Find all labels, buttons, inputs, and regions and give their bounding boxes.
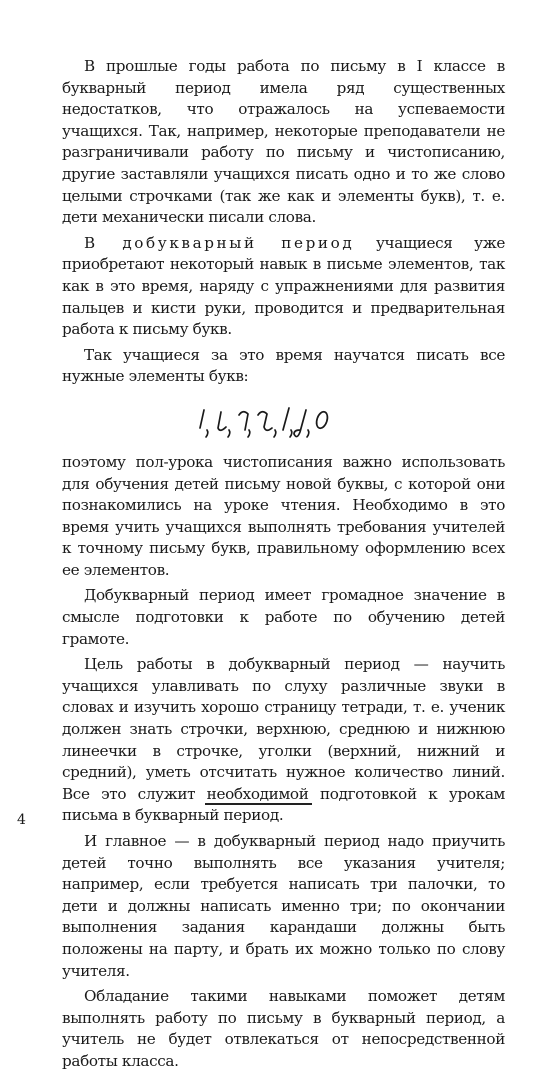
- paragraph-7: И главное — в добукварный период надо приучить детей точно выполнять все указания учителя; например, если требуется написать три палочки, то дети и должны написать именно три; по окончании выполнения задания карандаши должны быть положены на парту, и брать их можно только по слову учителя.: [62, 832, 505, 980]
- paragraph-6: Цель работы в добукварный период — научить учащихся улавливать по слуху различные звуки в словах и изучить хорошо страницу тетради, т. е. ученик должен знать строчки, верхнюю, среднюю и нижнюю линеечки в строчке, уголки (верхний, нижний и средний), уметь отсчитать нужное количество линий. Все это служит необходимой подготовкой к урокам письма в букварный период.: [62, 655, 505, 825]
- paragraph-1: В прошлые годы работа по письму в I классе в букварный период имела ряд существенных недостатков, что отражалось на успеваемости учащихся. Так, например, некоторые преподаватели не разграничивали работу по письму и чистописанию, другие заставляли учащихся писать одно и то же слово целыми строчками (так же как и элементы букв), т. е. дети механически писали слова.: [62, 57, 505, 227]
- footnote-rule: [205, 803, 312, 805]
- paragraph-5: Добукварный период имеет громадное значение в смысле подготовки к работе по обучению детей грамоте.: [62, 586, 505, 648]
- paragraph-8: Обладание такими навыками поможет детям выполнять работу по письму в букварный период, а учитель не будет отвлекаться от непосредственной работы класса.: [62, 987, 505, 1070]
- paragraph-3: Так учащиеся за это время научатся писать все нужные элементы букв:: [62, 345, 505, 386]
- paragraph-2-text: учащиеся уже приобретают некоторый навык в письме элементов, так как в это время, наряду с упражнениями для развития пальцев и кисти руки, проводится и предварительная работа к письму букв.: [62, 233, 505, 339]
- handwritten-letter-elements-icon: [194, 400, 374, 440]
- paragraph-2: [62, 233, 505, 341]
- handwriting-figure: [62, 388, 505, 452]
- spaced-emphasis: В добукварный период: [84, 233, 355, 252]
- paragraph-4: поэтому пол-урока чистописания важно использовать для обучения детей письму новой буквы, с которой они познакомились на уроке чтения. Необходимо в это время учить учащихся выполнять требования учителей к точному письму букв, правильному оформлению всех ее элементов.: [62, 452, 505, 579]
- page-number: 4: [17, 812, 26, 828]
- page-body: [62, 56, 505, 1073]
